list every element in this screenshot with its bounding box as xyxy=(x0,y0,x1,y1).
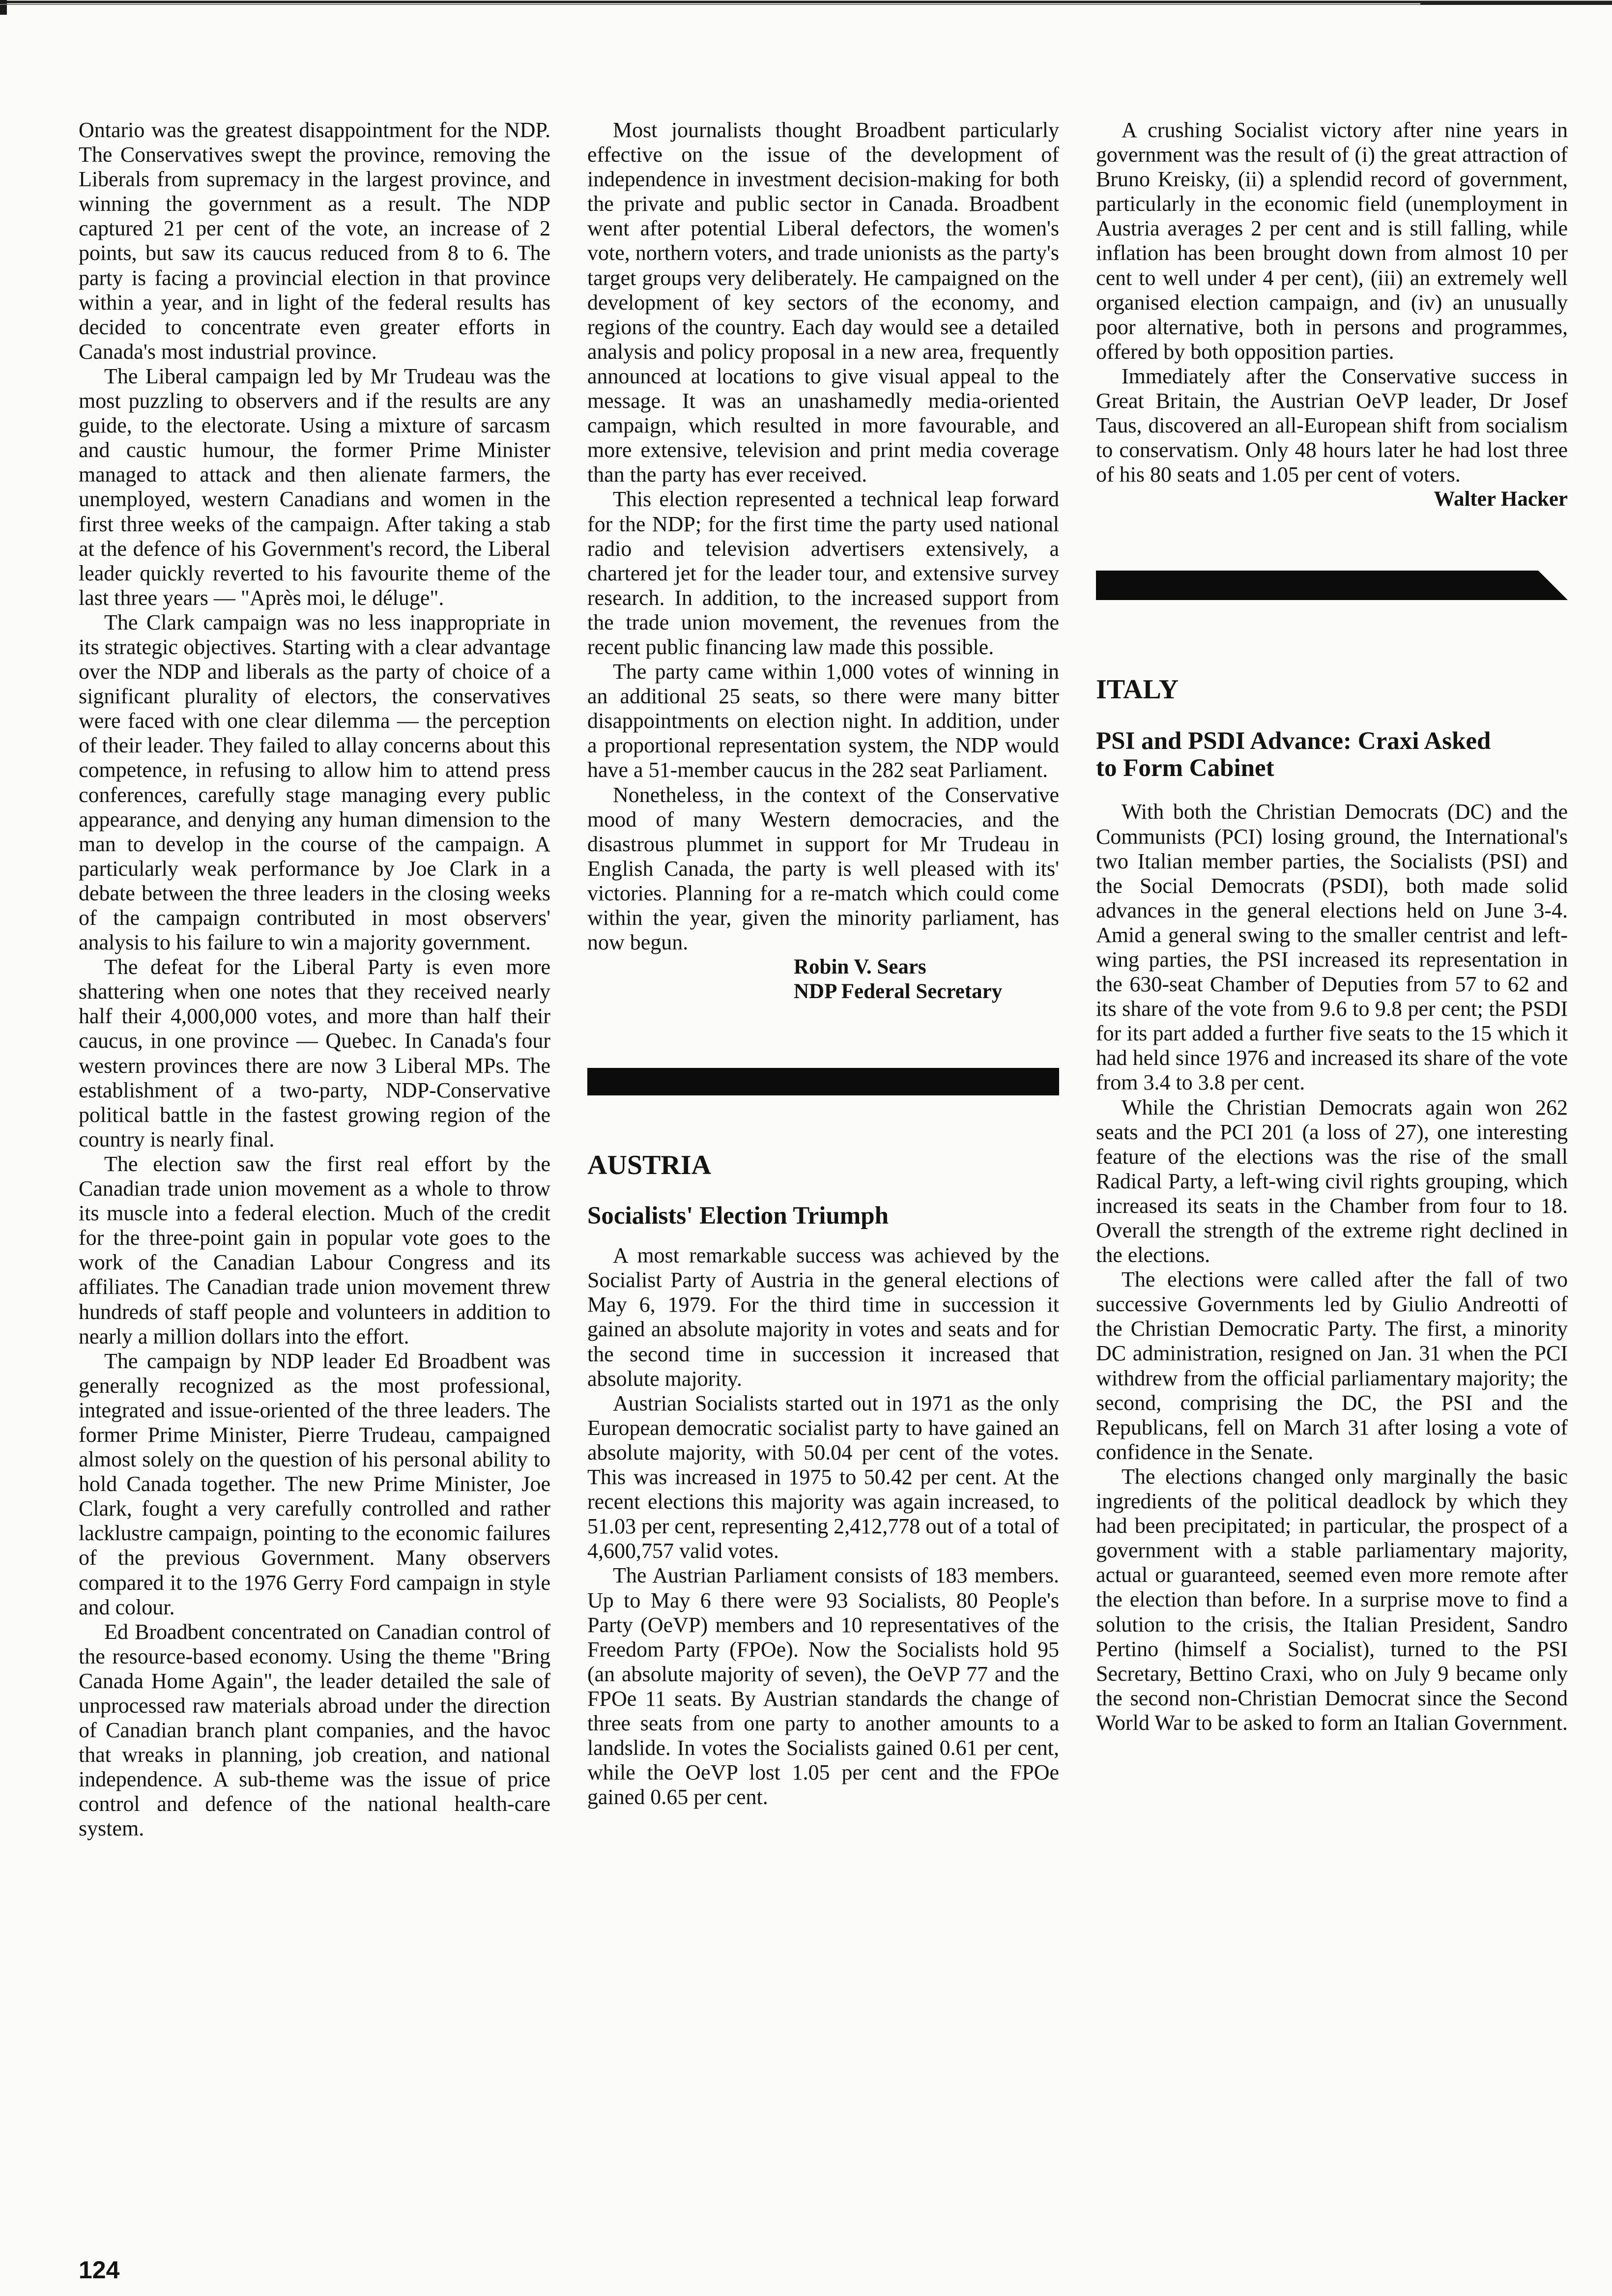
austria-paragraph: Austrian Socialists started out in 1971 as the only European democratic socialist party to have gained an absolute majority, with 50.04 per cent of the votes. This was increased in 1975 to 50.42 per cent. At the recent elections this majority was again increased, to 51.03 per cent, representing 2,412,778 out of a total of 4,600,757 valid votes. xyxy=(587,1391,1059,1563)
italy-paragraph: The elections changed only marginally the basic ingredients of the political deadlock by which they had been precipitated; in particular, the prospect of a government with a stable parliamentary majority, actual or guaranteed, seemed even more remote after the election than before. In a surprise move to find a solution to the crisis, the Italian President, Sandro Pertino (himself a Socialist), turned to the PSI Secretary, Bettino Craxi, who on July 9 became only the second non-Christian Democrat since the Second World War to be asked to form an Italian Government. xyxy=(1096,1464,1568,1735)
canada-paragraph: The Liberal campaign led by Mr Trudeau was the most puzzling to observers and if the results are any guide, to the electorate. Using a mixture of sarcasm and caustic humour, the former Prime Minister managed to attack and then alienate farmers, the unemployed, western Canadians and women in the first three weeks of the campaign. After taking a stab at the defence of his Government's record, the Liberal leader quickly reverted to his favourite theme of the last three years — "Après moi, le déluge". xyxy=(79,364,550,610)
canada-author-name: Robin V. Sears xyxy=(794,955,926,979)
canada-paragraph: Nonetheless, in the context of the Conservative mood of many Western democracies, and the disastrous plummet in support for Mr Trudeau in English Canada, the party is well pleased with its' victories. Planning for a re-match which could come within the year, given the minority parliament, has now begun. xyxy=(587,782,1059,955)
canada-paragraph: The Clark campaign was no less inappropriate in its strategic objectives. Starting with a clear advantage over the NDP and liberals as the party of choice of a significant plurality of electors, the conservatives were faced with one clear dilemma — the perception of their leader. They failed to allay concerns about this competence, in refusing to allow him to attend press conferences, carefully stage managing every public appearance, and denying any human dimension to the man to develop in the course of the campaign. A particularly weak performance by Joe Clark in a debate between the three leaders in the closing weeks of the campaign contributed in most observers' analysis to his failure to win a majority government. xyxy=(79,610,550,955)
italy-section-bar xyxy=(1096,571,1568,600)
italy-paragraph: With both the Christian Democrats (DC) and the Communists (PCI) losing ground, the International's two Italian member parties, the Socialists (PSI) and the Social Democrats (PSDI), both made solid advances in the general elections held on June 3-4. Amid a general swing to the smaller centrist and left-wing parties, the PSI increased its representation in the 630-seat Chamber of Deputies from 57 to 62 and its share of the vote from 9.6 to 9.8 per cent; the PSDI for its part added a further five seats to the 15 which it had held since 1976 and increased its share of the vote from 3.4 to 3.8 per cent. xyxy=(1096,800,1568,1095)
austria-paragraph: Immediately after the Conservative success in Great Britain, the Austrian OeVP leader, Dr Josef Taus, discovered an all-European shift from socialism to conservatism. Only 48 hours later he had lost three of his 80 seats and 1.05 per cent of voters. xyxy=(1096,364,1568,487)
italy-country-heading: ITALY xyxy=(1096,674,1179,705)
canada-paragraph: The election saw the first real effort by the Canadian trade union movement as a whole to throw its muscle into a federal election. Much of the credit for the three-point gain in popular vote goes to the work of the Canadian Labour Congress and its affiliates. The Canadian trade union movement threw hundreds of staff people and volunteers in addition to nearly a million dollars into the effort. xyxy=(79,1151,550,1349)
canada-paragraph: This election represented a technical leap forward for the NDP; for the first time the party used national radio and television advertisers extensively, a chartered jet for the leader tour, and extensive survey research. In addition, to the increased support from the trade union movement, the revenues from the recent public financing law made this possible. xyxy=(587,487,1059,659)
column-2 xyxy=(587,118,1059,1809)
italy-section-bar-wrap xyxy=(1096,571,1568,600)
canada-paragraph: The party came within 1,000 votes of winning in an additional 25 seats, so there were many bitter disappointments on election night. In addition, under a proportional representation system, the NDP would have a 51-member caucus in the 282 seat Parliament. xyxy=(587,660,1059,782)
canada-paragraph: The campaign by NDP leader Ed Broadbent was generally recognized as the most professional, integrated and issue-oriented of the three leaders. The former Prime Minister, Pierre Trudeau, campaigned almost solely on the question of his personal ability to hold Canada together. The new Prime Minister, Joe Clark, fought a very carefully controlled and rather lacklustre campaign, pointing to the economic failures of the previous Government. Many observers compared it to the 1976 Gerry Ford campaign in style and colour. xyxy=(79,1349,550,1619)
canada-paragraph: Most journalists thought Broadbent particularly effective on the issue of the development of independence in investment decision-making for both the private and public sector in Canada. Broadbent went after potential Liberal defectors, the women's vote, northern voters, and trade unionists as the party's target groups very deliberately. He campaigned on the development of key sectors of the economy, and regions of the country. Each day would see a detailed analysis and policy proposal in a new area, frequently announced at locations to give visual appeal to the message. It was an unashamedly media-oriented campaign, which resulted in more favourable, and more extensive, television and print media coverage than the party has ever received. xyxy=(587,118,1059,487)
canada-paragraph: Ed Broadbent concentrated on Canadian control of the resource-based economy. Using the theme "Bring Canada Home Again", the leader detailed the sale of unprocessed raw materials abroad under the direction of Canadian branch plant companies, and the havoc that wreaks in planning, job creation, and national independence. A sub-theme was the issue of price control and defence of the national health-care system. xyxy=(79,1619,550,1841)
column-3 xyxy=(1096,118,1568,1735)
canada-paragraph: Ontario was the greatest disappointment for the NDP. The Conservatives swept the province, removing the Liberals from supremacy in the largest province, and winning the government as a result. The NDP captured 21 per cent of the vote, an increase of 2 points, but saw its caucus reduced from 8 to 6. The party is facing a provincial election in that province within a year, and in light of the federal results has decided to concentrate even greater efforts in Canada's most industrial province. xyxy=(79,118,550,364)
canada-author-title: NDP Federal Secretary xyxy=(794,980,1003,1004)
page-number: 124 xyxy=(79,2256,120,2284)
austria-paragraph: The Austrian Parliament consists of 183 members. Up to May 6 there were 93 Socialists, 80 People's Party (OeVP) members and 10 representatives of the Freedom Party (FPOe). Now the Socialists hold 95 (an absolute majority of seven), the OeVP 77 and the FPOe 11 seats. By Austrian standards the change of three seats from one party to another amounts to a landslide. In votes the Socialists gained 0.61 per cent, while the OeVP lost 1.05 per cent and the FPOe gained 0.65 per cent. xyxy=(587,1563,1059,1809)
austria-section-bar xyxy=(587,1068,1059,1095)
canada-paragraph: The defeat for the Liberal Party is even more shattering when one notes that they received nearly half their 4,000,000 votes, and more than half their caucus, in one province — Quebec. In Canada's four western provinces there are now 3 Liberal MPs. The establishment of a two-party, NDP-Conservative political battle in the fastest growing region of the country is nearly final. xyxy=(79,955,550,1151)
austria-paragraph: A crushing Socialist victory after nine years in government was the result of (i) the great attraction of Bruno Kreisky, (ii) a splendid record of government, particularly in the economic field (unemployment in Austria averages 2 per cent and is still falling, while inflation has been brought down from almost 10 per cent to well under 4 per cent), (iii) an extremely well organised election campaign, and (iv) an unusually poor alternative, both in persons and programmes, offered by both opposition parties. xyxy=(1096,118,1568,364)
italy-paragraph: The elections were called after the fall of two successive Governments led by Giulio Andreotti of the Christian Democratic Party. The first, a minority DC administration, resigned on Jan. 31 when the PCI withdrew from the official parliamentary majority; the second, comprising the DC, the PSI and the Republicans, fell on March 31 after losing a vote of confidence in the Senate. xyxy=(1096,1267,1568,1464)
austria-author-name: Walter Hacker xyxy=(1434,488,1568,511)
austria-paragraph: A most remarkable success was achieved by the Socialist Party of Austria in the general elections of May 6, 1979. For the third time in succession it gained an absolute majority in votes and seats and for the second time in succession it increased that absolute majority. xyxy=(587,1243,1059,1391)
top-rule xyxy=(0,0,1612,17)
austria-headline: Socialists' Election Triumph xyxy=(587,1202,889,1230)
austria-country-heading: AUSTRIA xyxy=(587,1150,712,1181)
italy-headline: PSI and PSDI Advance: Craxi Asked to Form Cabinet xyxy=(1096,727,1491,782)
italy-paragraph: While the Christian Democrats again won 262 seats and the PCI 201 (a loss of 27), one interesting feature of the elections was the rise of the small Radical Party, a left-wing civil rights grouping, which increased its seats in the Chamber from four to 18. Overall the strength of the extreme right declined in the elections. xyxy=(1096,1095,1568,1267)
column-1 xyxy=(79,118,550,1841)
